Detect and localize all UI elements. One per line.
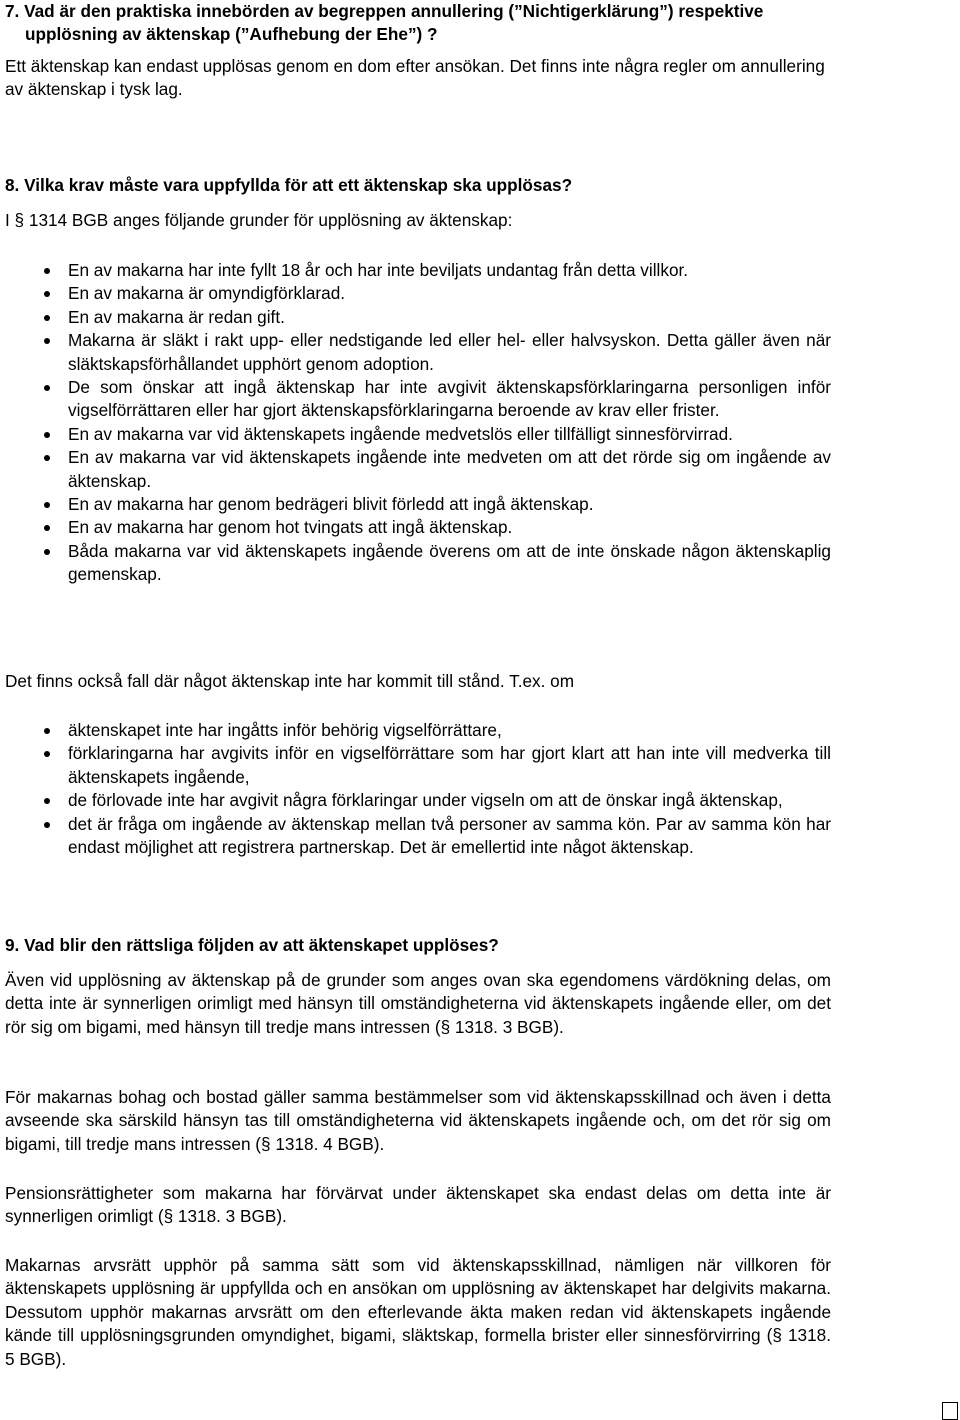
list-item: det är fråga om ingående av äktenskap mellan två personer av samma kön. Par av samma kön har endast möjlighet att registrera partnerskap. Det är emellertid inte något äktenskap. [5, 813, 831, 860]
list-item: Makarna är släkt i rakt upp- eller nedstigande led eller hel- eller halvsyskon. Detta gäller även när släktskapsförhållandet upphört genom adoption. [5, 329, 831, 376]
bullet-icon [44, 315, 50, 321]
question-8-heading: 8. Vilka krav måste vara uppfyllda för att ett äktenskap ska upplösas? [5, 175, 573, 195]
question-9-paragraph: Pensionsrättigheter som makarna har förvärvat under äktenskapet ska endast delas om detta inte är synnerligen orimligt (§ 1318. 3 BGB). [5, 1183, 831, 1227]
list-item: En av makarna är omyndigförklarad. [5, 282, 831, 305]
bullet-icon [44, 338, 50, 344]
bullet-icon [44, 291, 50, 297]
list-item: de förlovade inte har avgivit några förklaringar under vigseln om att de önskar ingå äktenskap, [5, 789, 831, 812]
bullet-icon [44, 822, 50, 828]
list-item: En av makarna är redan gift. [5, 306, 831, 329]
question-8-intro: I § 1314 BGB anges följande grunder för upplösning av äktenskap: [5, 210, 513, 230]
list-item: äktenskapet inte har ingåtts inför behörig vigselförrättare, [5, 719, 831, 742]
bullet-icon [44, 525, 50, 531]
question-9-paragraph: Även vid upplösning av äktenskap på de grunder som anges ovan ska egendomens värdökning delas, om detta inte är synnerligen orimligt med hänsyn till omständigheterna vid äktenskapets ingående eller, om det rör sig om bigami, med hänsyn till tredje mans intressen (§ 1318. 3 BGB). [5, 970, 831, 1037]
list-item: Båda makarna var vid äktenskapets ingående överens om att de inte önskade någon äktenskaplig gemenskap. [5, 540, 831, 587]
bullet-icon [44, 268, 50, 274]
bullet-icon [44, 751, 50, 757]
question-7-answer: Ett äktenskap kan endast upplösas genom en dom efter ansökan. Det finns inte några regler om annullering av äktenskap i tysk lag. [5, 56, 825, 100]
bullet-icon [44, 455, 50, 461]
question-9-heading: 9. Vad blir den rättsliga följden av att äktenskapet upplöses? [5, 935, 499, 955]
bullet-icon [44, 549, 50, 555]
list-item: De som önskar att ingå äktenskap har inte avgivit äktenskapsförklaringarna personligen inför vigselförrättaren eller har gjort äktenskapsförklaringarna beroende av krav eller frister. [5, 376, 831, 423]
bullet-icon [44, 502, 50, 508]
question-9-paragraph: Makarnas arvsrätt upphör på samma sätt som vid äktenskapsskillnad, nämligen när villkoren för äktenskapets upplösning är uppfyllda och en ansökan om upplösning av äktenskapet har delgivits makarna. Dessutom upphör makarnas arvsrätt om den efterlevande äkta maken redan vid äktenskapets ingående kände till upplösningsgrunden omyndighet, bigami, släktskap, formella brister eller sinnesförvirring (§ 1318. 5 BGB). [5, 1255, 831, 1369]
list-item: förklaringarna har avgivits inför en vigselförrättare som har gjort klart att han inte vill medverka till äktenskapets ingående, [5, 742, 831, 789]
dissolution-grounds-list [5, 259, 831, 587]
non-marriage-intro: Det finns också fall där något äktenskap inte har kommit till stånd. T.ex. om [5, 671, 575, 691]
non-marriage-cases-list [5, 719, 831, 859]
bullet-icon [44, 385, 50, 391]
list-item: En av makarna har genom bedrägeri blivit förledd att ingå äktenskap. [5, 493, 831, 516]
bullet-icon [44, 798, 50, 804]
missing-glyph-box-icon [942, 1402, 958, 1420]
question-7-heading: 7. Vad är den praktiska innebörden av begreppen annullering (”Nichtigerklärung”) respektive upplösning av äktenskap (”Aufhebung der Ehe”) ? [5, 1, 764, 45]
list-item: En av makarna var vid äktenskapets ingående medvetslös eller tillfälligt sinnesförvirrad. [5, 423, 831, 446]
list-item: En av makarna har inte fyllt 18 år och har inte beviljats undantag från detta villkor. [5, 259, 831, 282]
question-9-paragraph: För makarnas bohag och bostad gäller samma bestämmelser som vid äktenskapsskillnad och även i detta avseende ska särskild hänsyn tas till omständigheterna vid äktenskapets ingående och, om det rör sig om bigami, till tredje mans intressen (§ 1318. 4 BGB). [5, 1087, 831, 1154]
list-item: En av makarna var vid äktenskapets ingående inte medveten om att det rörde sig om ingående av äktenskap. [5, 446, 831, 493]
bullet-icon [44, 432, 50, 438]
list-item: En av makarna har genom hot tvingats att ingå äktenskap. [5, 516, 831, 539]
bullet-icon [44, 728, 50, 734]
